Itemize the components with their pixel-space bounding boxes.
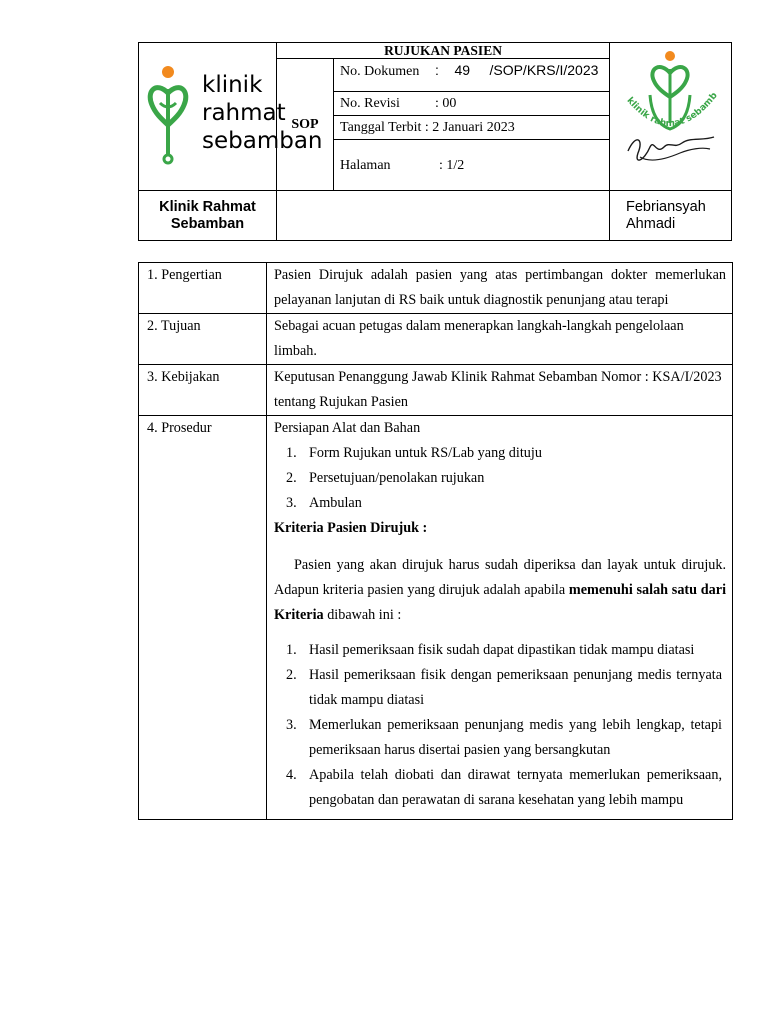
- section-content-prosedur: [267, 416, 733, 820]
- clinic-name: [139, 191, 277, 241]
- prep-heading: Persiapan Alat dan Bahan: [274, 420, 421, 436]
- logo-text-line3: sebamban: [201, 128, 323, 154]
- revision-row: [334, 92, 610, 116]
- criteria-heading: Kriteria Pasien Dirujuk :: [274, 520, 428, 536]
- sop-content-table: [138, 262, 733, 820]
- document-header: [138, 42, 732, 241]
- issue-date-value: : 2 Januari 2023: [424, 120, 515, 135]
- section-label-pengertian: 1. Pengertian: [139, 263, 267, 314]
- empty-footer-cell: [277, 191, 610, 241]
- list-item: 2. Hasil pemeriksaan fisik dengan pemeriksaan penunjang medis ternyata tidak mampu diatasi: [286, 667, 722, 708]
- section-label-kebijakan: 3. Kebijakan: [139, 365, 267, 416]
- seal-signature-cell: [610, 43, 732, 191]
- seal-orange-dot: [665, 51, 675, 61]
- signer-line1: Febriansyah: [626, 198, 706, 215]
- revision-value: : 00: [435, 96, 457, 111]
- logo-text-line2: rahmat: [201, 100, 286, 126]
- section-text-kebijakan: Keputusan Penanggung Jawab Klinik Rahmat Sebamban Nomor : KSA/I/2023 tentang Rujukan Pasien: [267, 365, 733, 416]
- list-item: 1. Hasil pemeriksaan fisik sudah dapat dipastikan tidak mampu diatasi: [286, 642, 695, 658]
- criteria-intro: Pasien yang akan dirujuk harus sudah diperiksa dan layak untuk dirujuk. Adapun kriteria pasien yang dirujuk adalah apabila memenuhi salah satu dari Kriteria dibawah ini :: [274, 557, 727, 623]
- page-value: : 1/2: [439, 157, 465, 173]
- section-pengertian: [139, 263, 733, 314]
- doc-number-label: No. Dokumen: [340, 64, 420, 79]
- prep-list: [274, 441, 726, 516]
- list-item: 3. Ambulan: [286, 495, 362, 511]
- section-text-tujuan: Sebagai acuan petugas dalam menerapkan langkah-langkah pengelolaan limbah.: [267, 314, 733, 365]
- section-prosedur: [139, 416, 733, 820]
- page-row: [334, 140, 610, 191]
- list-item: 2. Persetujuan/penolakan rujukan: [286, 470, 485, 486]
- logo-stem-end: [164, 155, 172, 163]
- clinic-name-line1: Klinik Rahmat: [159, 198, 256, 215]
- page-label: Halaman: [340, 157, 391, 173]
- clinic-name-line2: Sebamban: [170, 215, 245, 232]
- issue-date-row: [334, 116, 610, 140]
- logo-text-line1: klinik: [201, 72, 262, 98]
- document-title: RUJUKAN PASIEN: [277, 43, 610, 59]
- signature-stroke-2: [640, 148, 710, 160]
- section-label-prosedur: 4. Prosedur: [139, 416, 267, 820]
- section-kebijakan: [139, 365, 733, 416]
- signer-name: [610, 191, 732, 241]
- logo-orange-dot: [162, 66, 174, 78]
- doc-number-row: [334, 59, 610, 92]
- section-tujuan: [139, 314, 733, 365]
- signer-line2: Ahmadi: [626, 215, 676, 232]
- criteria-list: [274, 638, 726, 813]
- doc-number-value: : 49 /SOP/KRS/I/2023: [435, 62, 599, 78]
- section-text-pengertian: Pasien Dirujuk adalah pasien yang atas pertimbangan dokter memerlukan pelayanan lanjutan di RS baik untuk diagnostik penunjang atau terapi: [267, 263, 733, 314]
- issue-date-label: Tanggal Terbit: [340, 120, 422, 135]
- seal-text: klinik rahmat sebamb: [624, 90, 720, 130]
- list-item: 4. Apabila telah diobati dan dirawat ternyata memerlukan pemeriksaan, pengobatan dan perawatan di sarana kesehatan yang lebih mampu: [286, 767, 722, 808]
- section-label-tujuan: 2. Tujuan: [139, 314, 267, 365]
- list-item: 1. Form Rujukan untuk RS/Lab yang dituju: [286, 445, 542, 461]
- list-item: 3. Memerlukan pemeriksaan penunjang medis yang lebih lengkap, tetapi pemeriksaan harus disertai pasien yang bersangkutan: [286, 717, 722, 758]
- revision-label: No. Revisi: [340, 96, 400, 111]
- clinic-seal: [610, 43, 730, 185]
- sop-label: SOP: [277, 59, 334, 191]
